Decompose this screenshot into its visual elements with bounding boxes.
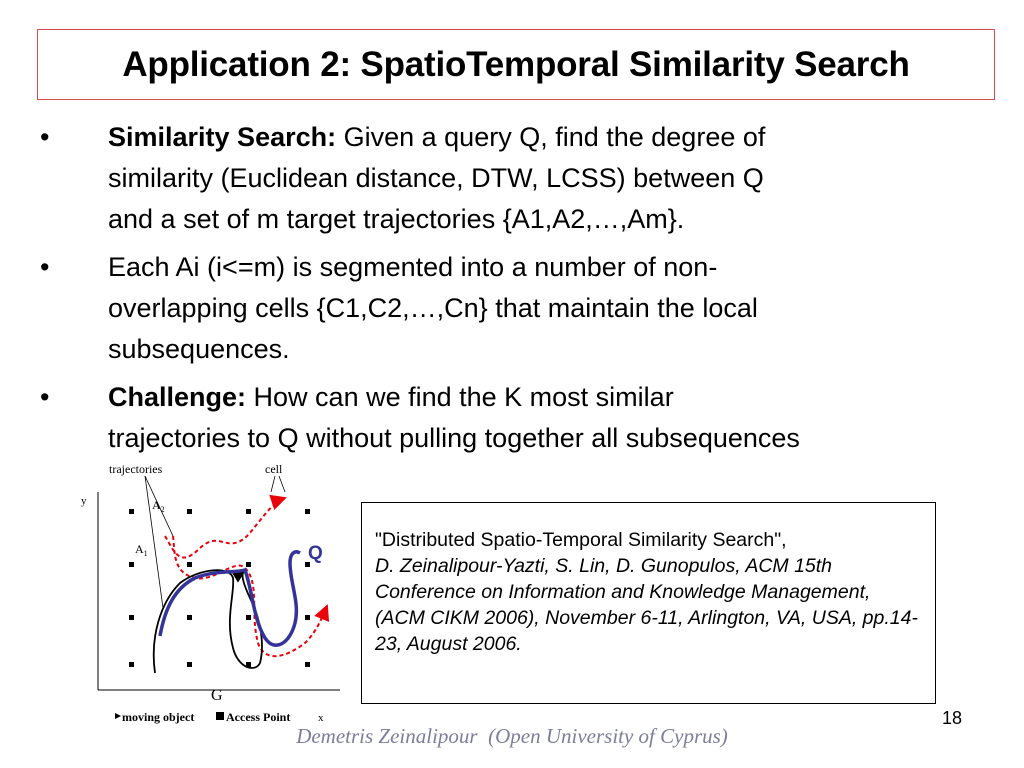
y-axis-label: y [81,495,87,507]
bullet-marker: • [40,382,50,412]
bullet-text: subsequences. [108,334,290,364]
cell-label: cell [265,462,283,476]
trajectory-a1 [154,570,262,673]
access-point [129,509,134,514]
label-q: Q [308,543,323,564]
access-point [246,615,251,620]
y-axis [98,492,340,690]
bullet-bold: Similarity Search: [108,122,337,152]
page-number: 18 [942,708,963,728]
access-point [129,615,134,620]
reference-title: "Distributed Spatio-Temporal Similarity Search", [375,529,787,551]
label-a2: $A_2$ [152,498,165,514]
access-point [305,662,310,667]
bullet-line [108,247,988,288]
bullet-marker: • [40,252,50,282]
figure-legend [115,710,290,724]
x-axis-label: x [318,712,324,724]
access-point [246,509,251,514]
label-g: G [211,687,223,704]
bullet-text: similarity (Euclidean distance, DTW, LCSS) between Q [108,163,764,193]
access-point [187,562,192,567]
access-point-square-icon [216,712,224,720]
cell-pointer-right [279,476,285,492]
bullet-line [108,158,988,199]
bullet-text: and a set of m target trajectories {A1,A2,…,Am}. [108,204,685,234]
moving-object-arrow-icon [115,713,121,719]
bullet-line [108,199,988,240]
bullet-text: Given a query Q, find the degree of [336,122,766,152]
footer-author: Demetris Zeinalipour (Open University of Cyprus) [296,724,728,748]
label-a1: $A_1$ [135,542,148,558]
trajectory-diagram [75,458,345,728]
bullet-bold: Challenge: [108,382,247,412]
bullet-text: overlapping cells {C1,C2,…,Cn} that maintain the local [108,293,758,323]
bullet-text: Each Ai (i<=m) is segmented into a number of non- [108,252,718,282]
access-point [187,615,192,620]
reference-box [361,502,936,704]
slide-title-box [37,29,995,100]
access-point [246,562,251,567]
trajectory-figure [75,458,345,728]
cell-pointer-left [271,476,275,492]
trajectory-a2-upper [165,498,285,558]
access-point [305,615,310,620]
access-point [129,662,134,667]
bullet-line [108,329,988,370]
legend-moving-object: moving object [122,710,195,724]
bullet-line [108,418,988,459]
trajectories-label: trajectories [109,462,163,476]
access-point [187,509,192,514]
bullet-text: trajectories to Q without pulling together all subsequences [108,423,800,453]
bullet-line [108,377,988,418]
bullet-text: How can we find the K most similar [246,382,674,412]
bullet-line [108,288,988,329]
reference-body: D. Zeinalipour-Yazti, S. Lin, D. Gunopulos, ACM 15th Conference on Information and Knowledge Management, (ACM CIKM 2006), November 6-11, Arlington, VA, USA, pp.14-23, August 2006. [375,555,918,655]
access-point [129,562,134,567]
legend-access-point: Access Point [226,710,291,724]
slide-title: Application 2: SpatioTemporal Similarity Search [122,44,910,84]
bullet-line [108,117,988,158]
access-point [305,509,310,514]
access-point [187,662,192,667]
bullet-marker: • [40,122,50,152]
